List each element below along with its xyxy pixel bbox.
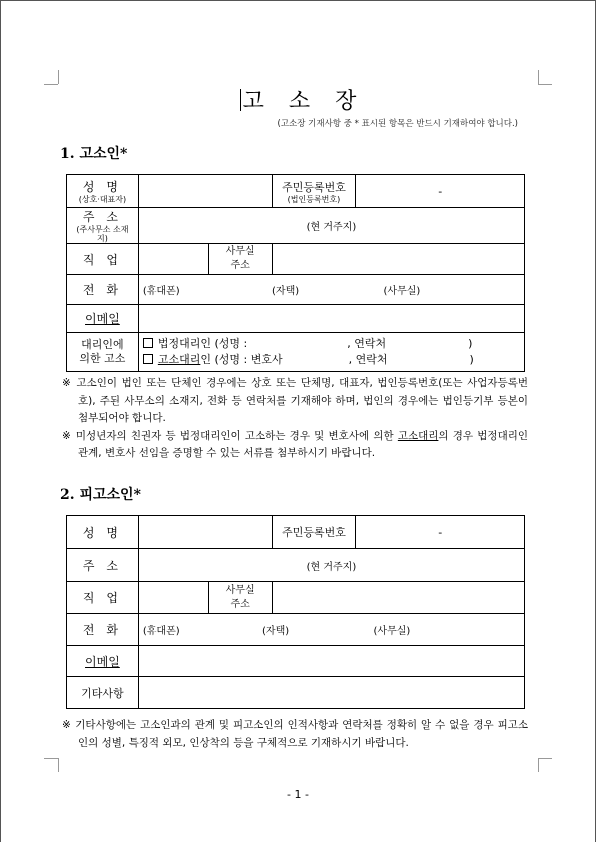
office-label-line2: 주소 bbox=[230, 260, 250, 271]
attorney-agent-text-underlined: 고소대리 bbox=[157, 353, 201, 366]
legal-agent-row bbox=[143, 336, 520, 352]
phone-office-label: (사무실) bbox=[383, 286, 421, 297]
phone-mobile-label: (휴대폰) bbox=[142, 286, 180, 297]
accused-rrn-field[interactable]: - bbox=[356, 516, 525, 549]
agent-label-line1: 대리인에 bbox=[81, 338, 124, 351]
accused-phone-field[interactable] bbox=[138, 614, 524, 646]
accused-phone-label: 전 화 bbox=[67, 614, 139, 646]
agent-label-line2: 의한 고소 bbox=[79, 352, 126, 365]
name-sublabel: (상호·대표자) bbox=[78, 195, 127, 204]
page-number: - 1 - bbox=[287, 788, 309, 801]
agent-label bbox=[67, 333, 139, 372]
other-info-label: 기타사항 bbox=[67, 677, 139, 709]
note-representative: ※ 미성년자의 친권자 등 법정대리인이 고소하는 경우 및 변호사에 의한 고소대리의 경우 법정대리인 관계, 변호사 선임을 증명할 수 있는 서류를 첨부하시기 바랍니다. bbox=[62, 429, 528, 459]
office-address-label bbox=[208, 244, 272, 275]
other-info-field[interactable] bbox=[138, 677, 524, 709]
office-address-field[interactable] bbox=[272, 244, 524, 275]
email-label bbox=[67, 305, 139, 333]
email-label-text: 이메일 bbox=[85, 312, 120, 326]
note-other-info: ※ 기타사항에는 고소인과의 관계 및 피고소인의 인적사항과 연락처를 정확히 알 수 없을 경우 피고소인의 성별, 특징적 외모, 인상착의 등을 구체적으로 기재하시기 바랍니다. bbox=[62, 719, 528, 749]
accused-job-label: 직 업 bbox=[67, 582, 139, 614]
instruction-note: (고소장 기재사항 중 * 표시된 항목은 반드시 기재하여야 합니다.) bbox=[277, 119, 518, 129]
office-label-line2: 주소 bbox=[230, 598, 250, 610]
close-paren: ) bbox=[469, 353, 474, 366]
phone-home-label: (자택) bbox=[262, 626, 290, 637]
job-label: 직 업 bbox=[67, 244, 139, 275]
accused-email-label bbox=[67, 646, 139, 677]
complainant-notes bbox=[62, 375, 528, 463]
underlined-phrase: 고소대리 bbox=[397, 429, 439, 442]
accused-notes bbox=[62, 717, 528, 752]
rrn-field[interactable]: - bbox=[356, 175, 525, 208]
legal-agent-contact: , 연락처 bbox=[347, 337, 387, 350]
note-corporate: ※ 고소인이 법인 또는 단체인 경우에는 상호 또는 단체명, 대표자, 법인등록번호(또는 사업자등록번호), 주된 사무소의 소재지, 전화 등 연락처를 기재해야 하며, 법인의 경우에는 법인등기부 등본이 첨부되어야 합니다. bbox=[62, 377, 528, 424]
legal-agent-checkbox[interactable] bbox=[143, 338, 153, 348]
crop-mark bbox=[58, 70, 59, 84]
close-paren: ) bbox=[468, 337, 473, 350]
text-cursor bbox=[240, 89, 241, 111]
accused-name-field[interactable] bbox=[138, 516, 272, 549]
phone-office-label: (사무실) bbox=[373, 626, 411, 637]
crop-mark bbox=[538, 70, 539, 84]
office-label-line1: 사무실 bbox=[225, 584, 255, 596]
address-field[interactable]: (현 거주지) bbox=[138, 208, 524, 244]
attorney-agent-row bbox=[143, 352, 520, 368]
crop-mark bbox=[58, 758, 59, 772]
email-field[interactable] bbox=[138, 305, 524, 333]
name-label-cell bbox=[67, 175, 139, 208]
accused-table bbox=[66, 515, 525, 709]
legal-agent-text: 법정대리인 (성명 : bbox=[157, 337, 248, 350]
accused-address-label: 주 소 bbox=[67, 549, 139, 582]
crop-mark bbox=[538, 758, 552, 759]
job-field[interactable] bbox=[138, 244, 208, 275]
crop-mark bbox=[44, 758, 58, 759]
section-accused-heading: 2. 피고소인* bbox=[60, 487, 141, 503]
crop-mark bbox=[538, 758, 539, 772]
email-label-text: 이메일 bbox=[85, 654, 120, 669]
attorney-agent-text: 인 (성명 : 변호사 bbox=[200, 353, 283, 366]
accused-name-label: 성 명 bbox=[67, 516, 139, 549]
phone-home-label: (자택) bbox=[272, 286, 300, 297]
phone-mobile-label: (휴대폰) bbox=[142, 626, 180, 637]
rrn-sublabel: (법인등록번호) bbox=[287, 194, 341, 204]
accused-job-field[interactable] bbox=[138, 582, 208, 614]
agent-field bbox=[138, 333, 524, 372]
rrn-label: 주민등록번호 bbox=[282, 180, 346, 194]
rrn-label-cell bbox=[272, 175, 356, 208]
attorney-agent-contact: , 연락처 bbox=[348, 353, 388, 366]
complainant-table bbox=[66, 174, 525, 372]
office-label-line1: 사무실 bbox=[225, 246, 255, 257]
name-field[interactable] bbox=[138, 175, 272, 208]
accused-office-address-field[interactable] bbox=[272, 582, 524, 614]
accused-rrn-label: 주민등록번호 bbox=[272, 516, 356, 549]
accused-address-field[interactable]: (현 거주지) bbox=[138, 549, 524, 582]
section-complainant-heading: 1. 고소인* bbox=[60, 146, 128, 162]
phone-field[interactable] bbox=[138, 275, 524, 305]
address-label-cell bbox=[67, 208, 139, 244]
document-title: 고 소 장 bbox=[0, 84, 596, 115]
name-label: 성 명 bbox=[82, 180, 122, 194]
attorney-agent-checkbox[interactable] bbox=[143, 354, 153, 364]
address-label: 주 소 bbox=[82, 210, 122, 224]
address-sublabel: (주사무소 소재지) bbox=[76, 225, 129, 243]
phone-label: 전 화 bbox=[67, 275, 139, 305]
accused-office-address-label bbox=[208, 582, 272, 614]
accused-email-field[interactable] bbox=[138, 646, 524, 677]
